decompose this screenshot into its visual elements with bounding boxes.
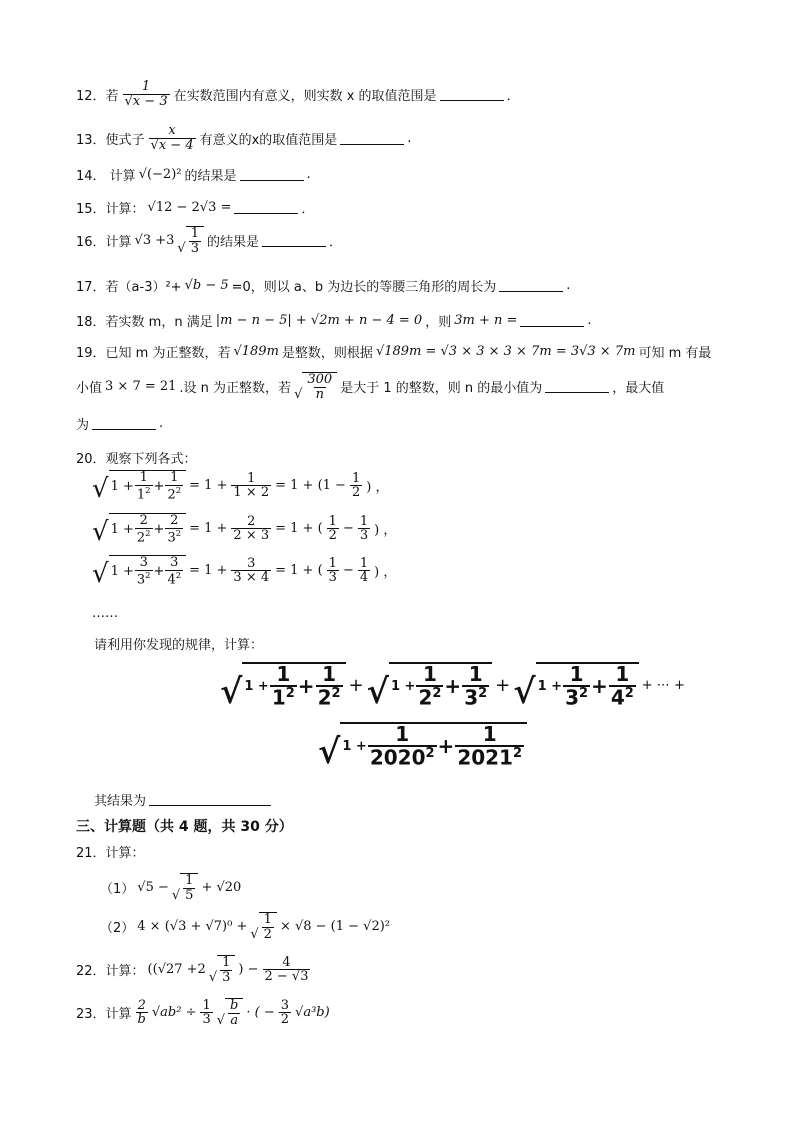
question-17: 17．若（a-3）²+ √b − 5 =0，则以 a、b 为边长的等腰三角形的周长为 .	[76, 278, 571, 295]
q20-row-root: √ 1 + $\frac{2}{2^2}$ + $\frac{2}{3^2}$	[92, 513, 186, 545]
big-root-1: √ 1 + $\frac{1}{1^2}$ + $\frac{1}{2^2}$	[220, 662, 346, 709]
question-19-line-3: 为 .	[76, 416, 164, 433]
q20-row-root: √ 1 + $\frac{1}{1^2}$ + $\frac{1}{2^2}$	[92, 470, 186, 502]
q20-example-row: √ 1 + $\frac{3}{3^2}$ + $\frac{3}{4^2}$ = 1 + $\frac{3}{3 \times 4}$ = 1 + ( $\frac{1}{3}$ − $\frac{1}{4}$ ) ，	[92, 555, 397, 589]
q13-answer-blank[interactable]	[340, 132, 404, 145]
q17-answer-blank[interactable]	[499, 279, 563, 292]
q20-example-row: √ 1 + $\frac{2}{2^2}$ + $\frac{2}{3^2}$ = 1 + $\frac{2}{2 \times 3}$ = 1 + ( $\frac{1}{2}$ − $\frac{1}{3}$ ) ，	[92, 513, 397, 547]
big-root-2: √ 1 + $\frac{1}{2^2}$ + $\frac{1}{3^2}$	[367, 662, 493, 709]
q15-answer-blank[interactable]	[234, 201, 298, 214]
q17-expression: √b − 5	[184, 278, 229, 293]
q20-prompt: 请利用你发现的规律，计算：	[94, 638, 264, 653]
q12-number: 12．若	[76, 88, 119, 104]
q12-fraction: $\frac{1}{√x - 3}$	[124, 79, 168, 109]
q20-result-blank[interactable]	[149, 793, 271, 806]
question-15: 15．计算： √12 − 2√3 = ．	[76, 200, 315, 217]
q15-expression: √12 − 2√3 =	[147, 200, 232, 215]
question-12: 12．若 $\frac{1}{√x - 3}$ 在实数范围内有意义，则实数 x 的取值范围是 ．	[76, 79, 520, 109]
big-root-last: √ 1 + $\frac{1}{2020^2}$ + $\frac{1}{2021^2}$	[318, 722, 527, 769]
question-22: 22．计算： ((√27 +2 √ $\frac{1}{3}$ ) − $\frac{4}{2 - √3}$	[76, 954, 309, 986]
question-20-title: 20．观察下列各式：	[76, 452, 197, 467]
question-14: 14． 计算 √(−2)² 的结果是 .	[76, 167, 311, 184]
q19-min-blank[interactable]	[545, 380, 609, 393]
q13-text: 有意义的x的取值范围是	[199, 132, 338, 148]
q20-big-expression-line-2	[318, 722, 527, 772]
q21-part-1: （1） √5 − √ $\frac{1}{5}$ + √20	[100, 873, 242, 904]
q14-answer-blank[interactable]	[240, 168, 304, 181]
q18-expression: |m − n − 5| + √2m + n − 4 = 0	[215, 313, 423, 328]
section-3-title: 三、计算题（共 4 题，共 30 分）	[76, 819, 293, 835]
q20-result: 其结果为	[94, 790, 271, 809]
q12-text: 在实数范围内有意义，则实数 x 的取值范围是	[173, 88, 437, 104]
q21-part-2: （2） 4 × (√3 + √7)⁰ + √ $\frac{1}{2}$ × √8 − (1 − √2)²	[100, 912, 391, 943]
question-21: 21．计算：	[76, 846, 145, 861]
q19-root-fraction: √ $\frac{300}{n}$	[294, 372, 337, 401]
question-18: 18．若实数 m，n 满足 |m − n − 5| + √2m + n − 4 = 0 ，则 3m + n = .	[76, 313, 592, 330]
question-23: 23．计算 $\frac{2}{b}$ √ab² ÷ $\frac{1}{3}$ √ $\frac{b}{a}$ · ( − $\frac{3}{2}$ √a³b)	[76, 997, 330, 1029]
q20-row-root: √ 1 + $\frac{3}{3^2}$ + $\frac{3}{4^2}$	[92, 555, 186, 587]
q12-answer-blank[interactable]	[440, 88, 504, 101]
q20-example-row: √ 1 + $\frac{1}{1^2}$ + $\frac{1}{2^2}$ = 1 + $\frac{1}{1 \times 2}$ = 1 + (1 − $\frac{1}{2}$ ) ，	[92, 470, 389, 504]
q18-answer-blank[interactable]	[520, 314, 584, 327]
q16-expression: √3 +3	[134, 233, 175, 249]
question-19-line-1: 19．已知 m 为正整数，若 √189m 是整数，则根据 √189m = √3 × 3 × 3 × 7m = 3√3 × 7m 可知 m 有最	[76, 344, 712, 361]
big-root-3: √ 1 + $\frac{1}{3^2}$ + $\frac{1}{4^2}$	[513, 662, 639, 709]
question-16: 16．计算 √3 +3 √ $\frac{1}{3}$ 的结果是 ．	[76, 226, 343, 257]
q20-ellipsis: ……	[92, 606, 118, 621]
q16-answer-blank[interactable]	[262, 234, 326, 247]
q16-root-fraction: √ $\frac{1}{3}$	[177, 226, 204, 255]
question-13: 13．使式子 $\frac{x}{√x - 4}$ 有意义的x的取值范围是 .	[76, 123, 412, 153]
q20-big-expression-line-1: √ 1 + $\frac{1}{1^2}$ + $\frac{1}{2^2}$ + √ 1 + $\frac{1}{2^2}$ + $\frac{1}{3^2}$ + √ 1 + $\frac{1}{3^2}$ + $\frac{1}{4^2}$ + ⋯ +	[220, 662, 685, 712]
q13-number: 13．使式子	[76, 132, 145, 148]
q14-expression: √(−2)²	[138, 167, 182, 182]
q19-max-blank[interactable]	[92, 417, 156, 430]
q13-fraction: $\frac{x}{√x - 4}$	[150, 123, 194, 153]
q18-expression-2: 3m + n =	[454, 313, 518, 328]
question-19-line-2: 小值 3 × 7 = 21 .设 n 为正整数，若 √ $\frac{300}{n}$ 是大于 1 的整数，则 n 的最小值为 ，最大值	[76, 372, 665, 403]
